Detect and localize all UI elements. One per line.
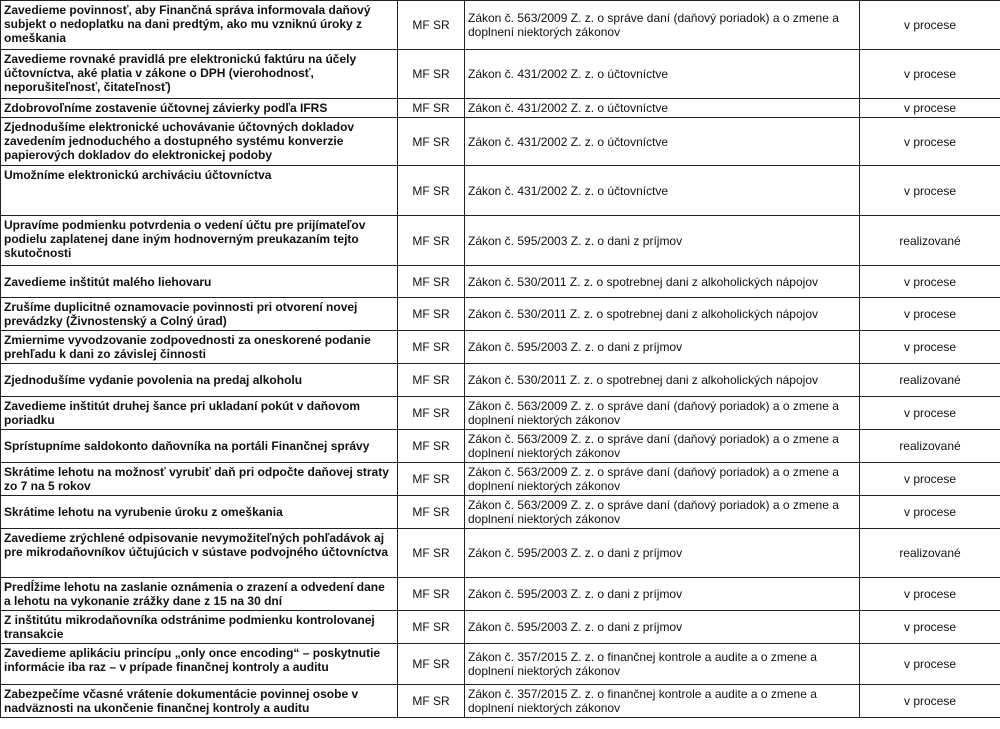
measure-cell: Zavedieme rovnaké pravidlá pre elektronickú faktúru na účely účtovníctva, aké platia v zákone o DPH (vierohodnosť, neporušiteľnosť, čitateľnosť): [1, 50, 398, 99]
measure-cell: Z inštitútu mikrodaňovníka odstránime podmienku kontrolovanej transakcie: [1, 611, 398, 644]
measure-cell: Zmiernime vyvodzovanie zodpovednosti za oneskorené podanie prehľadu k dani zo závislej činnosti: [1, 331, 398, 364]
status-cell: realizované: [860, 529, 1000, 578]
law-cell: Zákon č. 595/2003 Z. z. o dani z príjmov: [465, 216, 860, 266]
status-cell: realizované: [860, 430, 1000, 463]
law-cell: Zákon č. 530/2011 Z. z. o spotrebnej dani z alkoholických nápojov: [465, 266, 860, 298]
institution-cell: MF SR: [398, 496, 465, 529]
law-cell: Zákon č. 563/2009 Z. z. o správe daní (daňový poriadok) a o zmene a doplnení niektorých zákonov: [465, 1, 860, 50]
measure-cell: Zavedieme zrýchlené odpisovanie nevymožiteľných pohľadávok aj pre mikrodaňovníkov účtujúcich v sústave podvojného účtovníctva: [1, 529, 398, 578]
law-cell: Zákon č. 595/2003 Z. z. o dani z príjmov: [465, 578, 860, 611]
measure-cell: Upravíme podmienku potvrdenia o vedení účtu pre prijímateľov podielu zaplatenej dane iným hodnoverným preukazaním tejto skutočnosti: [1, 216, 398, 266]
institution-cell: MF SR: [398, 611, 465, 644]
law-cell: Zákon č. 563/2009 Z. z. o správe daní (daňový poriadok) a o zmene a doplnení niektorých zákonov: [465, 463, 860, 496]
status-cell: v procese: [860, 611, 1000, 644]
law-cell: Zákon č. 357/2015 Z. z. o finančnej kontrole a audite a o zmene a doplnení niektorých zákonov: [465, 685, 860, 718]
status-cell: v procese: [860, 685, 1000, 718]
institution-cell: MF SR: [398, 397, 465, 430]
measure-cell: Zjednodušíme vydanie povolenia na predaj alkoholu: [1, 364, 398, 397]
institution-cell: MF SR: [398, 364, 465, 397]
law-cell: Zákon č. 357/2015 Z. z. o finančnej kontrole a audite a o zmene a doplnení niektorých zákonov: [465, 644, 860, 685]
law-cell: Zákon č. 563/2009 Z. z. o správe daní (daňový poriadok) a o zmene a doplnení niektorých zákonov: [465, 430, 860, 463]
measure-cell: Zavedieme inštitút druhej šance pri ukladaní pokút v daňovom poriadku: [1, 397, 398, 430]
institution-cell: MF SR: [398, 298, 465, 331]
table-row: [1, 99, 1000, 118]
institution-cell: MF SR: [398, 685, 465, 718]
measure-cell: Zabezpečíme včasné vrátenie dokumentácie povinnej osobe v nadväznosti na ukončenie finančnej kontroly a auditu: [1, 685, 398, 718]
institution-cell: MF SR: [398, 266, 465, 298]
table-row: [1, 331, 1000, 364]
law-cell: Zákon č. 563/2009 Z. z. o správe daní (daňový poriadok) a o zmene a doplnení niektorých zákonov: [465, 496, 860, 529]
institution-cell: MF SR: [398, 644, 465, 685]
table-row: [1, 364, 1000, 397]
institution-cell: MF SR: [398, 430, 465, 463]
status-cell: v procese: [860, 463, 1000, 496]
measure-cell: Zdobrovoľníme zostavenie účtovnej závierky podľa IFRS: [1, 99, 398, 118]
measure-cell: Skrátime lehotu na možnosť vyrubiť daň pri odpočte daňovej straty zo 7 na 5 rokov: [1, 463, 398, 496]
status-cell: v procese: [860, 50, 1000, 99]
table-row: [1, 118, 1000, 166]
table-row: [1, 298, 1000, 331]
table-row: [1, 266, 1000, 298]
law-cell: Zákon č. 431/2002 Z. z. o účtovníctve: [465, 118, 860, 166]
institution-cell: MF SR: [398, 50, 465, 99]
measure-cell: Skrátime lehotu na vyrubenie úroku z omeškania: [1, 496, 398, 529]
table-row: [1, 397, 1000, 430]
institution-cell: MF SR: [398, 578, 465, 611]
table-row: [1, 496, 1000, 529]
law-cell: Zákon č. 431/2002 Z. z. o účtovníctve: [465, 166, 860, 216]
table-row: [1, 529, 1000, 578]
table-row: [1, 463, 1000, 496]
law-cell: Zákon č. 563/2009 Z. z. o správe daní (daňový poriadok) a o zmene a doplnení niektorých zákonov: [465, 397, 860, 430]
table-row: [1, 578, 1000, 611]
law-cell: Zákon č. 595/2003 Z. z. o dani z príjmov: [465, 331, 860, 364]
law-cell: Zákon č. 595/2003 Z. z. o dani z príjmov: [465, 611, 860, 644]
table-row: [1, 611, 1000, 644]
law-cell: Zákon č. 530/2011 Z. z. o spotrebnej dani z alkoholických nápojov: [465, 364, 860, 397]
table-row: [1, 216, 1000, 266]
status-cell: v procese: [860, 266, 1000, 298]
measure-cell: Predĺžime lehotu na zaslanie oznámenia o zrazení a odvedení dane a lehotu na vykonanie zrážky dane z 15 na 30 dní: [1, 578, 398, 611]
status-cell: v procese: [860, 644, 1000, 685]
table-row: [1, 166, 1000, 216]
measure-cell: Umožníme elektronickú archiváciu účtovníctva: [1, 166, 398, 216]
table-row: [1, 50, 1000, 99]
table-row: [1, 685, 1000, 718]
institution-cell: MF SR: [398, 166, 465, 216]
institution-cell: MF SR: [398, 331, 465, 364]
status-cell: v procese: [860, 118, 1000, 166]
institution-cell: MF SR: [398, 216, 465, 266]
status-cell: v procese: [860, 166, 1000, 216]
institution-cell: MF SR: [398, 463, 465, 496]
measure-cell: Zavedieme aplikáciu princípu „only once encoding“ – poskytnutie informácie iba raz – v prípade finančnej kontroly a auditu: [1, 644, 398, 685]
law-cell: Zákon č. 530/2011 Z. z. o spotrebnej dani z alkoholických nápojov: [465, 298, 860, 331]
status-cell: v procese: [860, 1, 1000, 50]
institution-cell: MF SR: [398, 99, 465, 118]
status-cell: v procese: [860, 99, 1000, 118]
institution-cell: MF SR: [398, 529, 465, 578]
measure-cell: Sprístupníme saldokonto daňovníka na portáli Finančnej správy: [1, 430, 398, 463]
measure-cell: Zavedieme povinnosť, aby Finančná správa informovala daňový subjekt o nedoplatku na dani predtým, ako mu vzniknú úroky z omeškania: [1, 1, 398, 50]
law-cell: Zákon č. 431/2002 Z. z. o účtovníctve: [465, 99, 860, 118]
institution-cell: MF SR: [398, 1, 465, 50]
table-row: [1, 430, 1000, 463]
status-cell: realizované: [860, 364, 1000, 397]
status-cell: v procese: [860, 298, 1000, 331]
measure-cell: Zavedieme inštitút malého liehovaru: [1, 266, 398, 298]
law-cell: Zákon č. 431/2002 Z. z. o účtovníctve: [465, 50, 860, 99]
measure-cell: Zjednodušíme elektronické uchovávanie účtovných dokladov zavedením jednoduchého a dostupného systému konverzie papierových dokladov do elektronickej podoby: [1, 118, 398, 166]
status-cell: v procese: [860, 397, 1000, 430]
table-row: [1, 1, 1000, 50]
table-row: [1, 644, 1000, 685]
institution-cell: MF SR: [398, 118, 465, 166]
status-cell: v procese: [860, 578, 1000, 611]
status-cell: v procese: [860, 331, 1000, 364]
law-cell: Zákon č. 595/2003 Z. z. o dani z príjmov: [465, 529, 860, 578]
measure-cell: Zrušíme duplicitné oznamovacie povinnosti pri otvorení novej prevádzky (Živnostenský a Colný úrad): [1, 298, 398, 331]
status-cell: v procese: [860, 496, 1000, 529]
status-cell: realizované: [860, 216, 1000, 266]
